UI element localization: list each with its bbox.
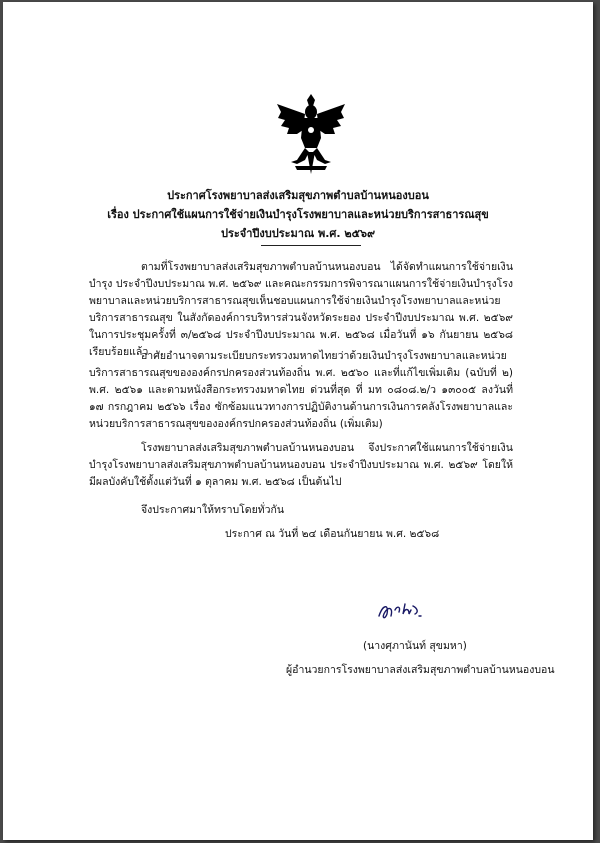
paragraph-1: ตามที่โรงพยาบาลส่งเสริมสุขภาพตำบลบ้านหนองบอน ได้จัดทำแผนการใช้จ่ายเงินบำรุง ประจำปีงบประมาณ พ.ศ. ๒๕๖๙ และคณะกรรมการพิจารณาแผนการใช้จ่ายเงินบำรุงโรงพยาบาลและหน่วยบริการสาธารณสุขเห็นชอบแผนการใช้จ่ายเงินบำรุงโรงพยาบาลและหน่วยบริการสาธารณสุข ในสังกัดองค์การบริหารส่วนจังหวัดระยอง ประจำปีงบประมาณ พ.ศ. ๒๕๖๙ ในการประชุมครั้งที่ ๓/๒๕๖๘ ประจำปีงบประมาณ พ.ศ. ๒๕๖๘ เมื่อวันที่ ๑๖ กันยายน ๒๕๖๘ เรียบร้อยแล้ว: [89, 261, 513, 358]
closing-text: จึงประกาศมาให้ทราบโดยทั่วกัน: [141, 504, 285, 516]
header-line-3: ประจำปีงบประมาณ พ.ศ. ๒๕๖๙: [220, 227, 376, 240]
header-line-1: ประกาศโรงพยาบาลส่งเสริมสุขภาพตำบลบ้านหนองบอน: [167, 189, 429, 202]
paragraph-3: โรงพยาบาลส่งเสริมสุขภาพตำบลบ้านหนองบอน จึงประกาศใช้แผนการใช้จ่ายเงินบำรุงโรงพยาบาลส่งเสริมสุขภาพตำบลบ้านหนองบอน ประจำปีงบประมาณ พ.ศ. ๒๕๖๙ โดยให้มีผลบังคับใช้ตั้งแต่วันที่ ๑ ตุลาคม พ.ศ. ๒๕๖๘ เป็นต้นไป: [89, 442, 513, 488]
signer-name: (นางศุภานันท์ สุขมหา): [363, 640, 467, 652]
paragraph-2: อาศัยอำนาจตามระเบียบกระทรวงมหาดไทยว่าด้วยเงินบำรุงโรงพยาบาลและหน่วยบริการสาธารณสุขขององค์กรปกครองส่วนท้องถิ่น พ.ศ. ๒๕๖๐ และที่แก้ไขเพิ่มเติม (ฉบับที่ ๒) พ.ศ. ๒๕๖๑ และตามหนังสือกระทรวงมหาดไทย ด่วนที่สุด ที่ มท ๐๘๐๘.๒/ว ๑๓๐๐๕ ลงวันที่ ๑๗ กรกฎาคม ๒๕๖๖ เรื่อง ซักซ้อมแนวทางการปฏิบัติงานด้านการเงินการคลังโรงพยาบาลและหน่วยบริการสาธารณสุขขององค์กรปกครองส่วนท้องถิ่น (เพิ่มเติม): [89, 350, 513, 430]
signature-image: [375, 598, 425, 624]
document-page: [3, 2, 593, 840]
header-line-2: เรื่อง ประกาศใช้แผนการใช้จ่ายเงินบำรุงโรงพยาบาลและหน่วยบริการสาธารณสุข: [107, 208, 489, 221]
signer-title: ผู้อำนวยการโรงพยาบาลส่งเสริมสุขภาพตำบลบ้านหนองบอน: [286, 664, 555, 676]
garuda-emblem-icon: [275, 90, 347, 178]
header-divider: [261, 245, 361, 246]
announce-date: ประกาศ ณ วันที่ ๒๔ เดือนกันยายน พ.ศ. ๒๕๖๘: [225, 528, 440, 540]
